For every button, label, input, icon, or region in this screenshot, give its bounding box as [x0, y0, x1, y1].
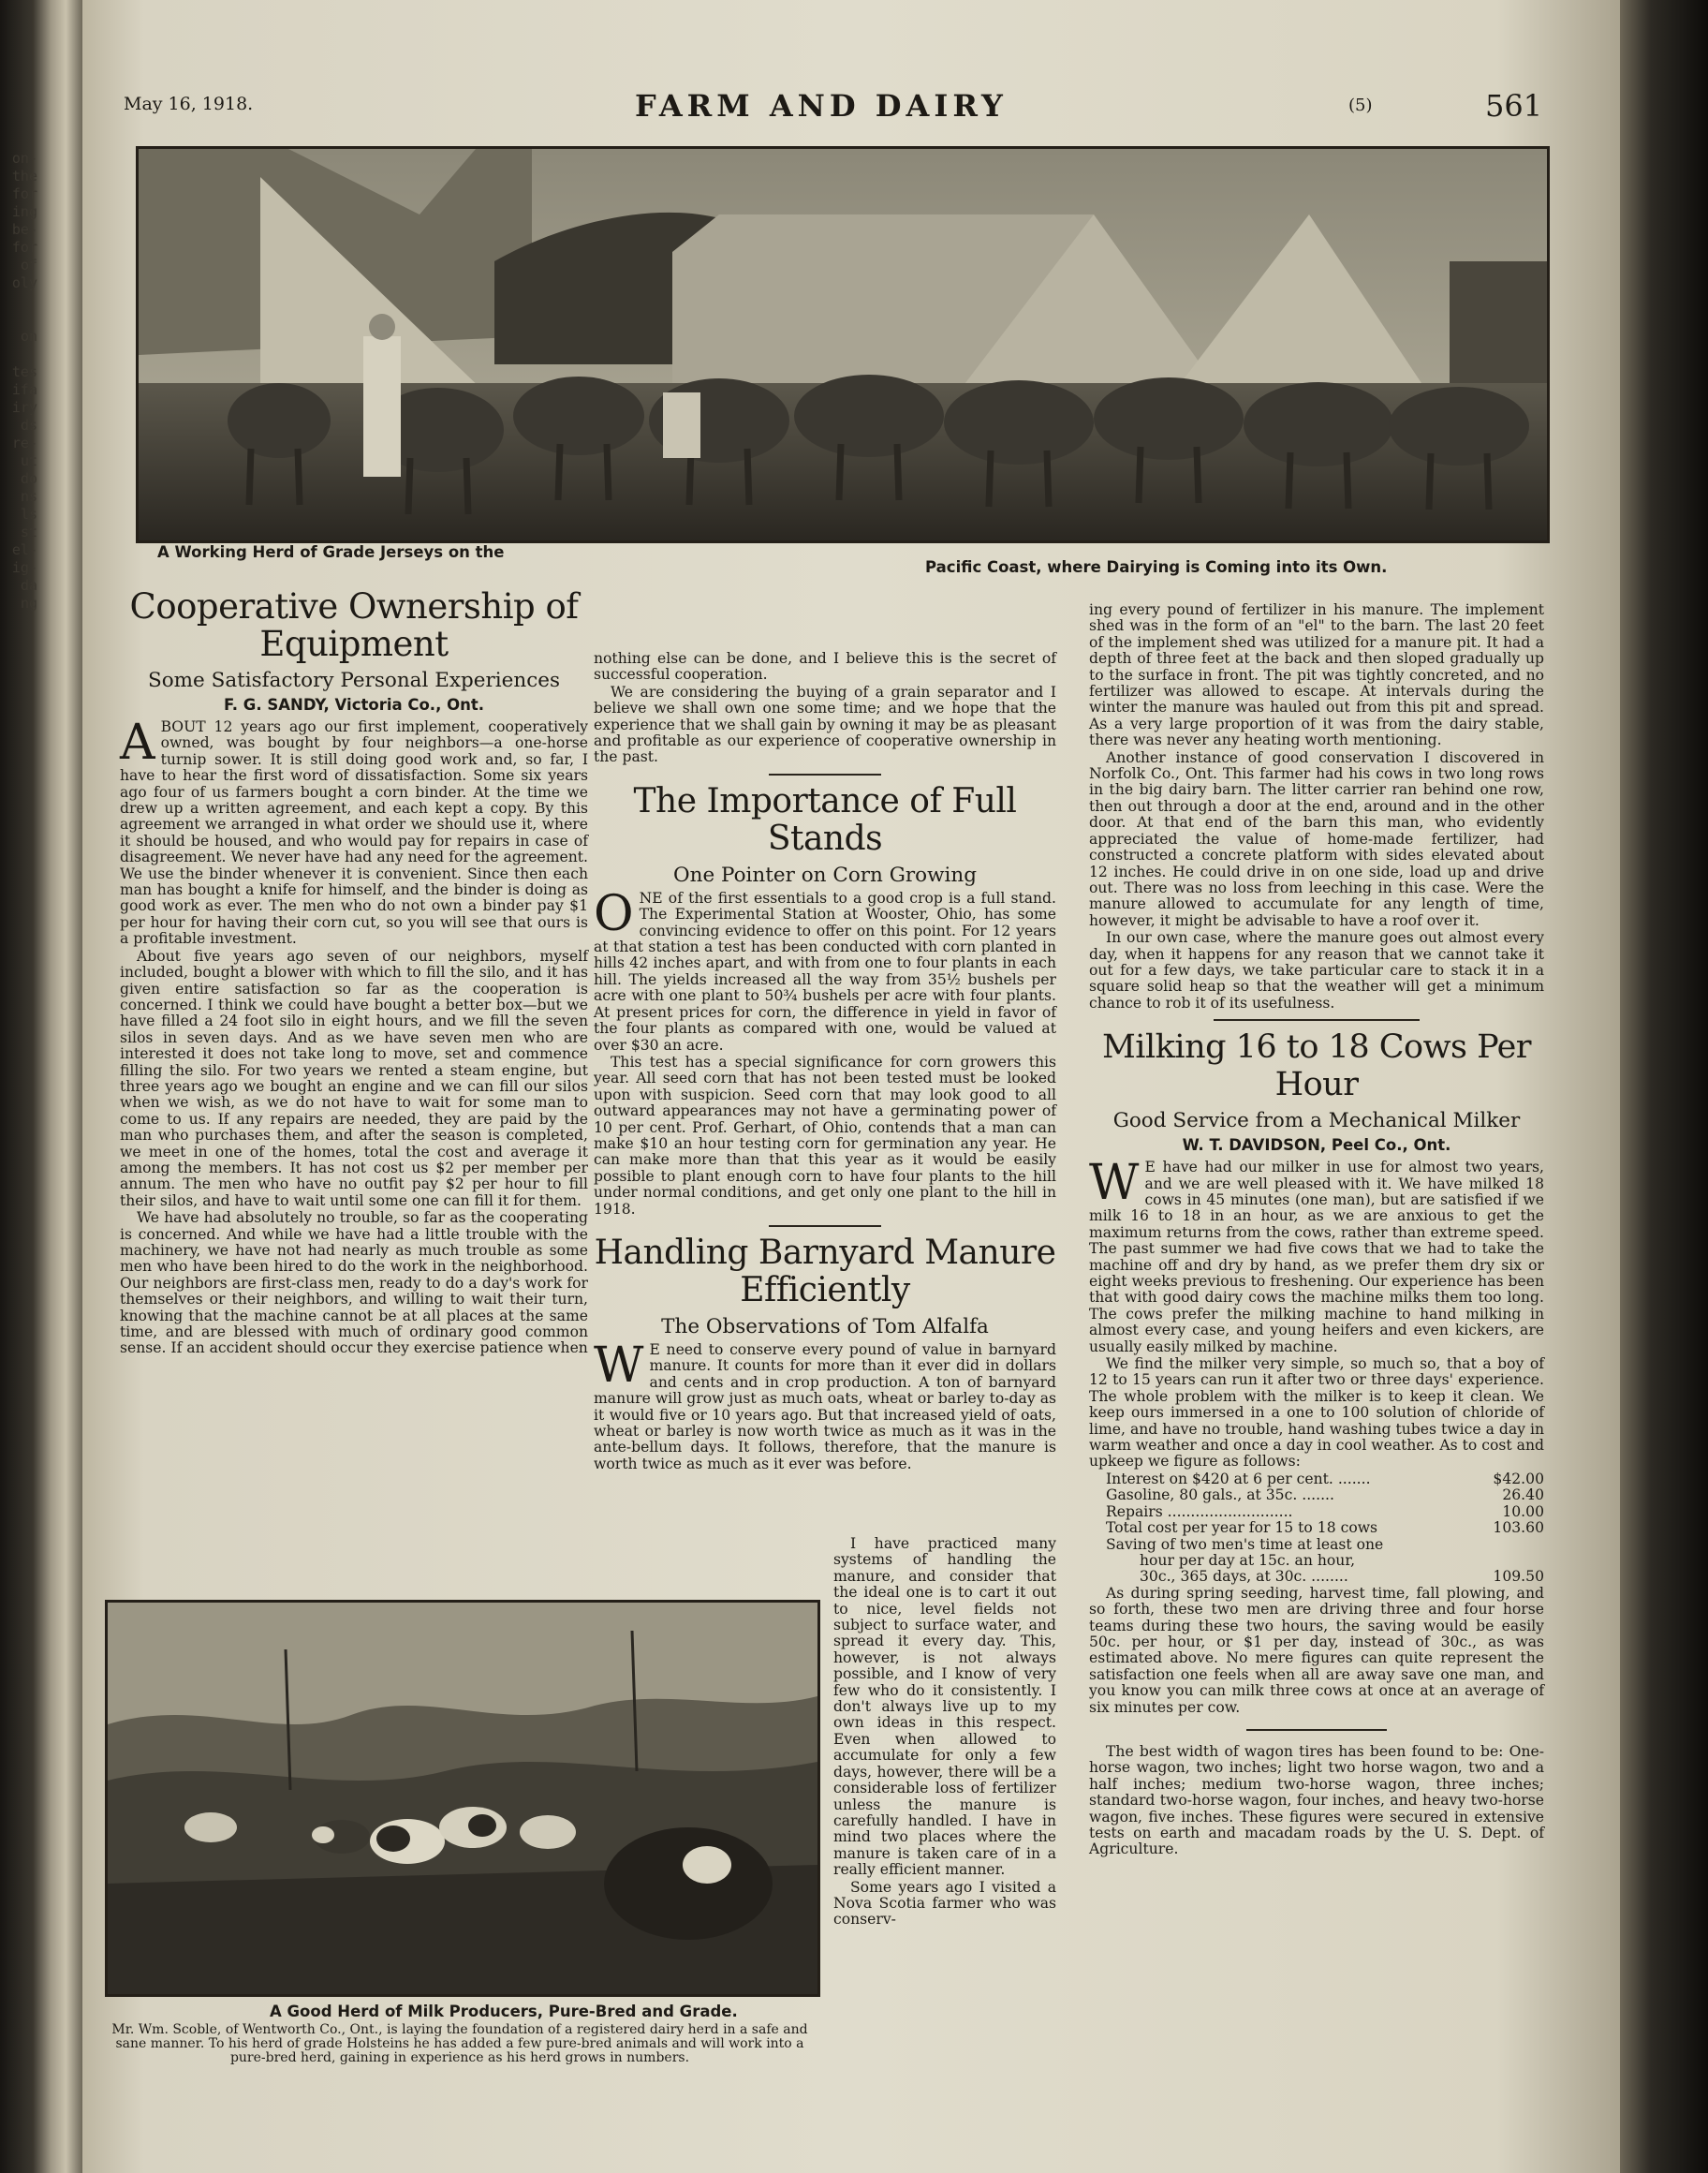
article1-paragraph: About five years ago seven of our neighbors, myself included, bought a blower with which to fill the silo, and it has given entire satisfaction so far as the cooperation is concerned. I think we could have bought a better box—but we have filled a 24 foot silo in eight hours, and we fill the seven silos in seven days. And as we have seven men who are interested it does not take long to move, set and commence filling the silo. For two years we rented a steam engine, but three years ago we bought an engine and we can fill our silos when we wish, as we do not have to wait for some man to come to us. If any repairs are needed, they are paid by the man who purchases them, and after the season is completed, we meet in one of the homes, total the cost and average it among the members. It has not cost us $2 per member per annum. The men who have no outfit pay $2 per hour to fill their silos, and have to wait until some one can fill it for them.: [120, 947, 588, 1209]
article3-paragraph: ing every pound of fertilizer in his manure. The implement shed was in the form of an "el" to the barn. The last 20 feet of the implement shed was utilized for a manure pit. It had a depth of three feet at the back and then sloped gradually up to the surface in front. The pit was tightly concreted, and no fertilizer was allowed to escape. At intervals during the winter the manure was hauled out from this pit and spread. As a very large proportion of it was from the dairy stable, there was never any heating worth mentioning.: [1089, 601, 1544, 749]
page-number: 561: [1485, 88, 1543, 124]
bottom-photo-milk-herd: [105, 1600, 820, 1997]
saving-value: 109.50: [1493, 1568, 1544, 1586]
section-divider: [1246, 1729, 1387, 1731]
article3-paragraph: I have practiced many systems of handling the manure, and consider that the ideal one is to cart it out to nice, level fields not subject to surface water, and spread it every day. This, however, is not always possible, and I know of very few who do it consistently. I don't always live up to my own ideas in this respect. Even when allowed to accumulate for only a few days, however, there will be a considerable loss of fertilizer unless the manure is carefully handled. I have in mind two places where the manure is taken care of in a really efficient manner.: [833, 1535, 1056, 1879]
binding-fragments: [0, 150, 37, 613]
top-photo-caption-right: Pacific Coast, where Dairying is Coming into its Own.: [925, 558, 1388, 576]
article4-paragraph: As during spring seeding, harvest time, fall plowing, and so forth, these two men are driving three and four horse teams during these two hours, the saving would be easily 50c. per hour, or $1 per day, instead of 30c., as was estimated above. No mere figures can quite represent the satisfaction one feels when all are away save one man, and you know you can milk three cows at once at an average of six minutes per cow.: [1089, 1584, 1544, 1716]
article3-paragraph: Another instance of good conservation I discovered in Norfolk Co., Ont. This farmer had his cows in two long rows in the big dairy barn. The litter carrier ran behind one row, then out through a door at the end, around and in the other door. At that end of the barn this man, who evidently appreciated the value of home-made fertilizer, had constructed a concrete platform with sides elevated about 12 inches. He could drive in on one side, load up and drive out. There was no loss from leeching in this case. Were the manure allowed to accumulate for any length of time, however, it might be advisable to have a roof over it.: [1089, 748, 1544, 929]
binding-fragment: ds: [20, 417, 37, 434]
article1-drop-cap: A: [120, 715, 155, 771]
cost-value: 26.40: [1502, 1486, 1544, 1504]
top-photo-jersey-herd: [136, 146, 1550, 543]
binding-fragment: tes: [11, 363, 37, 380]
binding-fragment: do: [20, 470, 37, 487]
bottom-photo-caption: A Good Herd of Milk Producers, Pure-Bred and Grade.: [270, 2003, 738, 2020]
article3-paragraph: E need to conserve every pound of value in barnyard manure. It counts for more than it ever did in dollars and cents and in crop production. A ton of barnyard manure will grow just as much oats, wheat or barley to-day as it would five or 10 years ago. But that increased yield of oats, wheat or barley is now worth twice as much as it was in the ante-bellum days. It follows, therefore, that the manure is worth twice as much as it ever was before.: [594, 1340, 1056, 1472]
binding-fragment: ns: [20, 488, 37, 505]
wagon-tires-note: The best width of wagon tires has been found to be: One-horse wagon, two inches; light two horse wagon, two and a half inches; medium two-horse wagon, three inches; standard two-horse wagon, four inches, and heavy two-horse wagon, five inches. These figures were secured in extensive tests on earth and macadam roads by the U. S. Dept. of Agriculture.: [1089, 1742, 1544, 1858]
bottom-photo-subcaption: Mr. Wm. Scoble, of Wentworth Co., Ont., is laying the foundation of a registered dairy herd in a safe and sane manner. To his herd of grade Holsteins he has added a few pure-bred animals and will work into a pure-bred herd, gaining in experience as his herd grows in numbers.: [111, 2022, 808, 2065]
column-1: [120, 588, 588, 1358]
saving-row: [1089, 1537, 1544, 1553]
saving-label: hour per day at 15c. an hour,: [1140, 1551, 1356, 1569]
page-binding: [0, 0, 82, 2173]
article3-paragraph: In our own case, where the manure goes out almost every day, when it happens for any reason that we cannot take it out for a few days, we take particular care to stack it in a square solid heap so that the weather will get a minimum chance to rob it of its usefulness.: [1089, 929, 1544, 1012]
cost-row: [1089, 1487, 1544, 1503]
article2-subhead: One Pointer on Corn Growing: [672, 863, 978, 887]
cost-label: Gasoline, 80 gals., at 35c. .......: [1106, 1486, 1334, 1504]
issue-number: (5): [1348, 96, 1373, 115]
binding-fragment: [0, 292, 37, 310]
article1-paragraph: BOUT 12 years ago our first implement, cooperatively owned, was bought by four neighbors—a one-horse turnip sower. It is still doing good work and, so far, I have to hear the first word of dissatisfaction. Some six years ago four of us farmers bought a corn binder. At the time we drew up a written agreement, and each kept a copy. By this agreement we arranged in what order we should use it, where it should be housed, and who would pay for repairs in case of disagreement. We never have had any need for the agreement. We use the binder whenever it is convenient. Since then each man has bought a knife for himself, and the binder is doing as good work as ever. The men who do not own a binder pay $1 per hour for having their corn cut, so you will see that ours is a profitable investment.: [120, 718, 588, 948]
section-divider: [1214, 1019, 1420, 1021]
publication-title: FARM AND DAIRY: [635, 88, 1008, 124]
top-photo-caption-left: A Working Herd of Grade Jerseys on the: [157, 543, 505, 561]
column-2-narrow: [833, 1536, 1056, 1929]
binding-fragment: el-: [11, 541, 37, 558]
section-divider: [769, 1225, 881, 1227]
binding-fragment: of: [20, 257, 37, 273]
cost-row: [1089, 1471, 1544, 1487]
article4-drop-cap: W: [1089, 1155, 1140, 1212]
article1-headline: Cooperative Ownership of Equipment: [129, 586, 579, 664]
cost-table: [1089, 1471, 1544, 1586]
cost-label: Repairs ...........................: [1106, 1502, 1293, 1520]
page-edge-shadow: [1620, 0, 1708, 2173]
binding-fragment: st: [20, 524, 37, 540]
article4-paragraph: E have had our milker in use for almost two years, and we are well pleased with it. We have milked 18 cows in 45 minutes (one man), but are satisfied if we milk 16 to 18 in an hour, as we are anxious to get the maximum returns from the cows, rather than extreme speed. The past summer we had five cows that we had to take the machine off and dry by hand, as we prefer them dry six or eight weeks previous to freshening. Our experience has been that with good dairy cows the machine milks them too long. The cows prefer the milking machine to hand milking in almost every case, and young heifers and even kickers, are usually easily milked by machine.: [1089, 1159, 1544, 1355]
article1-paragraph: We are considering the buying of a grain separator and I believe we shall own one some time; and we hope that the experience that we shall gain by owning it may be as pleasant and profitable as our experience of cooperative ownership in the past.: [594, 683, 1056, 766]
saving-row: [1089, 1569, 1544, 1585]
article1-paragraph: We have had absolutely no trouble, so far as the cooperating is concerned. And while we have had a little trouble with the machinery, we have not had nearly as much trouble as some men who have been hired to do the work in the neighborhood. Our neighbors are first-class men, ready to do a day's work for themselves or their neighbors, and willing to wait their turn, knowing that the machine cannot be at all places at the same time, and are blessed with much of ordinary good common sense. If an accident should occur they exercise patience when: [120, 1209, 588, 1357]
binding-fragment: re-: [11, 435, 37, 451]
article2-paragraph: NE of the first essentials to a good crop is a full stand. The Experimental Station at Wooster, Ohio, has some convincing evidence to offer on this point. For 12 years at that station a test has been conducted with corn planted in hills 42 inches apart, and with from one to four plants in each hill. The yields increased all the way from 35½ bushels per acre with one plant to 50¾ bushels per acre with four plants. At present prices for corn, the difference in yield in favor of the four plants as compared with one, would be valued at over $30 an acre.: [594, 889, 1056, 1054]
binding-fragment: da: [20, 577, 37, 594]
binding-fragment: ig-: [11, 559, 37, 576]
saving-label: 30c., 365 days, at 30c. ........: [1140, 1568, 1348, 1586]
running-head: [82, 90, 1620, 127]
saving-row: [1089, 1553, 1544, 1569]
article1-byline: F. G. SANDY, Victoria Co., Ont.: [223, 696, 485, 714]
binding-fragment: ut: [20, 452, 37, 469]
cost-value: $42.00: [1493, 1470, 1544, 1487]
binding-fragment: ng: [20, 595, 37, 612]
article3-subhead: The Observations of Tom Alfalfa: [661, 1314, 989, 1338]
binding-fragment: on-: [11, 150, 37, 167]
binding-fragment: for: [11, 185, 37, 202]
cost-label: Interest on $420 at 6 per cent. .......: [1106, 1470, 1371, 1487]
binding-fragment: the: [11, 168, 37, 185]
article2-drop-cap: O: [594, 885, 634, 942]
article2-headline: The Importance of Full Stands: [633, 781, 1017, 858]
article2-paragraph: This test has a special significance for corn growers this year. All seed corn that has not been tested must be looked upon with suspicion. Seed corn that may look good to all outward appearances may not have a germinating power of 10 per cent. Prof. Gerhart, of Ohio, contends that a man can make $10 an hour testing corn for germination any year. He can make more than that this year as it would be easily possible to plant enough corn to have four plants to the hill under normal conditions, and get only one plant to the hill in 1918.: [594, 1053, 1056, 1218]
binding-fragment: be-: [11, 221, 37, 238]
section-divider: [769, 774, 881, 776]
binding-fragment: for: [11, 239, 37, 256]
cost-value: 10.00: [1502, 1502, 1544, 1520]
cost-row: [1089, 1504, 1544, 1520]
article3-paragraph: Some years ago I visited a Nova Scotia farmer who was conserv-: [833, 1878, 1056, 1929]
article3-headline: Handling Barnyard Manure Efficiently: [594, 1233, 1056, 1309]
article1-paragraph: nothing else can be done, and I believe this is the secret of successful cooperation.: [594, 650, 1056, 684]
article1-subhead: Some Satisfactory Personal Experiences: [147, 669, 561, 692]
article4-headline: Milking 16 to 18 Cows Per Hour: [1101, 1028, 1532, 1104]
binding-fragment: ing: [11, 203, 37, 220]
saving-label: Saving of two men's time at least one: [1106, 1535, 1384, 1553]
binding-fragment: ls: [20, 506, 37, 523]
column-3: [1089, 602, 1544, 1859]
cost-value: 103.60: [1493, 1519, 1544, 1537]
issue-date: May 16, 1918.: [124, 94, 254, 114]
binding-fragment: iry: [11, 399, 37, 416]
binding-fragment: [0, 310, 37, 328]
cost-row: [1089, 1520, 1544, 1536]
binding-fragment: on: [20, 328, 37, 345]
article4-paragraph: We find the milker very simple, so much so, that a boy of 12 to 15 years can run it after two or three days' experience. The whole problem with the milker is to keep it clean. We keep ours immersed in a one to 100 solution of chloride of lime, and have no trouble, hand washing tubes twice a day in warm weather and once a day in cool weather. As to cost and upkeep we figure as follows:: [1089, 1355, 1544, 1471]
cost-label: Total cost per year for 15 to 18 cows: [1106, 1519, 1378, 1537]
article4-byline: W. T. DAVIDSON, Peel Co., Ont.: [1182, 1136, 1451, 1155]
column-2: [594, 651, 1056, 1473]
article4-subhead: Good Service from a Mechanical Milker: [1112, 1109, 1521, 1133]
newspaper-page: [82, 0, 1620, 2173]
article3-drop-cap: W: [594, 1337, 644, 1394]
binding-fragment: ifa: [11, 381, 37, 398]
binding-fragment: oly: [11, 274, 37, 291]
binding-fragment: [0, 346, 37, 363]
